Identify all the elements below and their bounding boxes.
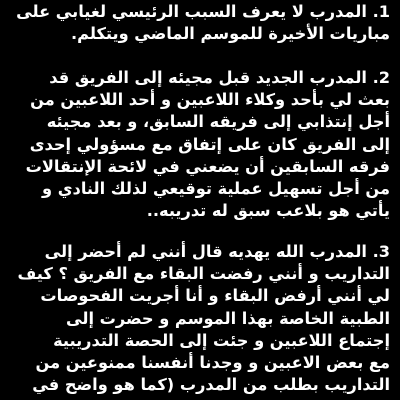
text-line: لي أنني أرفض البقاء و أنا أجريت الفحوصات [40, 286, 390, 306]
text-line: التداريب و أنني رفضت البقاء مع الفريق ؟ كيف [17, 264, 390, 284]
text-line: الطبية الخاصة بهذا الموسم و حضرت إلى [66, 308, 390, 328]
text-line: فرقه السابقين أن يضعني في لائحة الإنتقالات [25, 156, 390, 176]
text-line: يأتي هو بلاعب سبق له تدريبه.. [146, 201, 390, 221]
text-line: إجتماع اللاعبين و جئت إلى الحصة التدريبية [53, 330, 390, 350]
text-line: مباريات الأخيرة للموسم الماضي ويتكلم. [71, 24, 390, 44]
paragraph-1 [14, 1, 390, 45]
text-line: من أجل تسهيل عملية توقيعي لذلك النادي و [42, 178, 390, 198]
paragraph-3 [14, 241, 390, 396]
text-line: أجل إنتذابي إلى فريقه السابق، و بعد مجيئه [46, 112, 390, 132]
text-line: التداريب بطلب من المدرب (كما هو واضح في [32, 375, 390, 395]
text-line: بعث لي بأحد وكلاء اللاعبين و أحد اللاعبين من [30, 90, 390, 110]
text-line: مع بعض الاعبين و وجدنا أنفسنا ممنوعين من [35, 352, 390, 372]
text-line: 3. المدرب الله يهديه قال أنني لم أحضر إلى [44, 242, 390, 261]
text-line: 1. المدرب لا يعرف السبب الرئيسي لغيابي على [16, 2, 390, 21]
text-line: إلى الفريق كان على إتفاق مع مسؤولي إحدى [29, 134, 390, 154]
text-line: 2. المدرب الجديد قبل مجيئه إلى الفريق قد [49, 68, 390, 87]
paragraph-2 [14, 67, 390, 222]
